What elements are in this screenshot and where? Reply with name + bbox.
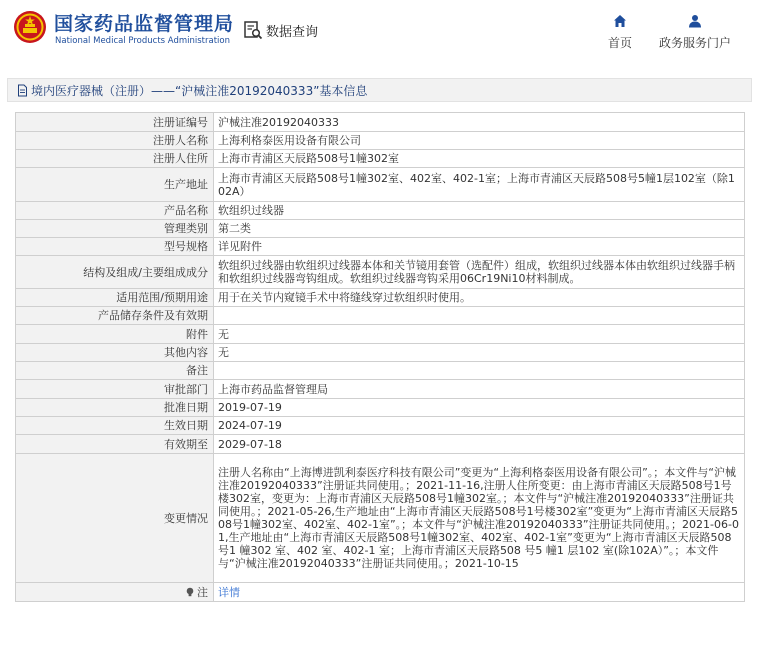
- data-query-link[interactable]: [243, 19, 318, 41]
- table-row: [16, 307, 745, 325]
- field-label: 其他内容: [16, 344, 214, 362]
- brand-title-cn: 国家药品监督管理局: [54, 13, 235, 35]
- table-row: [16, 380, 745, 399]
- table-row: [16, 150, 745, 168]
- nav-home[interactable]: [603, 14, 637, 51]
- nav-home-label: 首页: [607, 36, 632, 50]
- breadcrumb-text: 境内医疗器械（注册）——“沪械注准20192040333”基本信息: [31, 83, 368, 98]
- field-label: 管理类别: [16, 220, 214, 238]
- table-row: [16, 362, 745, 380]
- field-value: 第二类: [214, 220, 745, 238]
- nav-service-portal-label: 政务服务门户: [658, 36, 731, 50]
- field-label: 批准日期: [16, 399, 214, 417]
- data-query-label: 数据查询: [266, 24, 319, 40]
- field-value: 上海市药品监督管理局: [214, 380, 745, 399]
- field-label: 附件: [16, 325, 214, 344]
- table-row: [16, 202, 745, 220]
- field-label: 产品储存条件及有效期: [16, 307, 214, 325]
- brand-title-en: National Medical Products Administration: [55, 36, 230, 46]
- table-row: [16, 417, 745, 435]
- field-value: 软组织过线器由软组织过线器本体和关节镜用套管（选配件）组成，软组织过线器本体由软组织过线器手柄和软组织过线器弯钩组成。软组织过线器弯钩采用06Cr19Ni10材料制成。: [214, 256, 745, 289]
- table-row: [16, 113, 745, 132]
- detail-link[interactable]: 详情: [218, 585, 240, 599]
- breadcrumb: [7, 78, 752, 102]
- field-value: 用于在关节内窥镜手术中将缝线穿过软组织时使用。: [214, 289, 745, 307]
- field-value: 软组织过线器: [214, 202, 745, 220]
- field-label-note: [16, 583, 214, 602]
- table-row: [16, 435, 745, 454]
- table-row: [16, 238, 745, 256]
- emblem-logo: [13, 10, 47, 44]
- field-value: 上海市青浦区天辰路508号1幢302室: [214, 150, 745, 168]
- table-row: [16, 325, 745, 344]
- table-row: [16, 168, 745, 202]
- search-document-icon: [243, 20, 263, 40]
- table-row: [16, 344, 745, 362]
- table-row: [16, 132, 745, 150]
- field-value: 无: [214, 325, 745, 344]
- field-value: 无: [214, 344, 745, 362]
- field-label: 产品名称: [16, 202, 214, 220]
- field-value: [214, 362, 745, 380]
- field-label: 适用范围/预期用途: [16, 289, 214, 307]
- field-value: 详见附件: [214, 238, 745, 256]
- field-value: [214, 307, 745, 325]
- field-label: 结构及组成/主要组成成分: [16, 256, 214, 289]
- site-header: [0, 0, 759, 60]
- field-value: 2024-07-19: [214, 417, 745, 435]
- table-row: [16, 289, 745, 307]
- nav-service-portal[interactable]: [655, 14, 735, 51]
- note-label: 注: [197, 585, 208, 599]
- field-label: 生产地址: [16, 168, 214, 202]
- field-label: 注册人名称: [16, 132, 214, 150]
- registration-info-table: [15, 112, 745, 602]
- table-row: [16, 454, 745, 583]
- field-value: 上海利格泰医用设备有限公司: [214, 132, 745, 150]
- field-value: 上海市青浦区天辰路508号1幢302室、402室、402-1室；上海市青浦区天辰路508号5幢1层102室（除102A）: [214, 168, 745, 202]
- field-value: 注册人名称由“上海博进凯利泰医疗科技有限公司”变更为“上海利格泰医用设备有限公司”。；本文件与“沪械注准20192040333”注册证共同使用。；2021-11-16,注册人住所变更：由上海市青浦区天辰路508号1号楼302室，变更为：上海市青浦区天辰路508号1幢302室。；本文件与“沪械注准20192040333”注册证共同使用。；2021-05-26,生产地址由“上海市青浦区天辰路508号1号楼302室”变更为“上海市青浦区天辰路508号1幢302室、402室、402-1室”。；本文件与“沪械注准20192040333”注册证共同使用。；2021-06-01,生产地址由“上海市青浦区天辰路508号1幢302室、402室、402-1室”变更为“上海市青浦区天辰路508 号1 幢302 室、402 室、402-1 室；上海市青浦区天辰路508 号5 幢1 层102 室(除102A）”。；本文件与“沪械注准20192040333”注册证共同使用。；2021-10-15: [214, 454, 745, 583]
- user-icon: [688, 14, 702, 28]
- home-icon: [613, 14, 627, 28]
- field-label: 注册人住所: [16, 150, 214, 168]
- table-row: [16, 399, 745, 417]
- field-label: 审批部门: [16, 380, 214, 399]
- field-value: 2029-07-18: [214, 435, 745, 454]
- field-label: 生效日期: [16, 417, 214, 435]
- field-value: 沪械注准20192040333: [214, 113, 745, 132]
- field-label: 有效期至: [16, 435, 214, 454]
- field-label: 注册证编号: [16, 113, 214, 132]
- table-row: [16, 220, 745, 238]
- field-label: 型号规格: [16, 238, 214, 256]
- table-row-note: [16, 583, 745, 602]
- field-label: 备注: [16, 362, 214, 380]
- document-icon: [16, 84, 29, 97]
- lightbulb-icon: [185, 587, 195, 597]
- field-label: 变更情况: [16, 454, 214, 583]
- table-row: [16, 256, 745, 289]
- field-value: 2019-07-19: [214, 399, 745, 417]
- field-value-note: [214, 583, 745, 602]
